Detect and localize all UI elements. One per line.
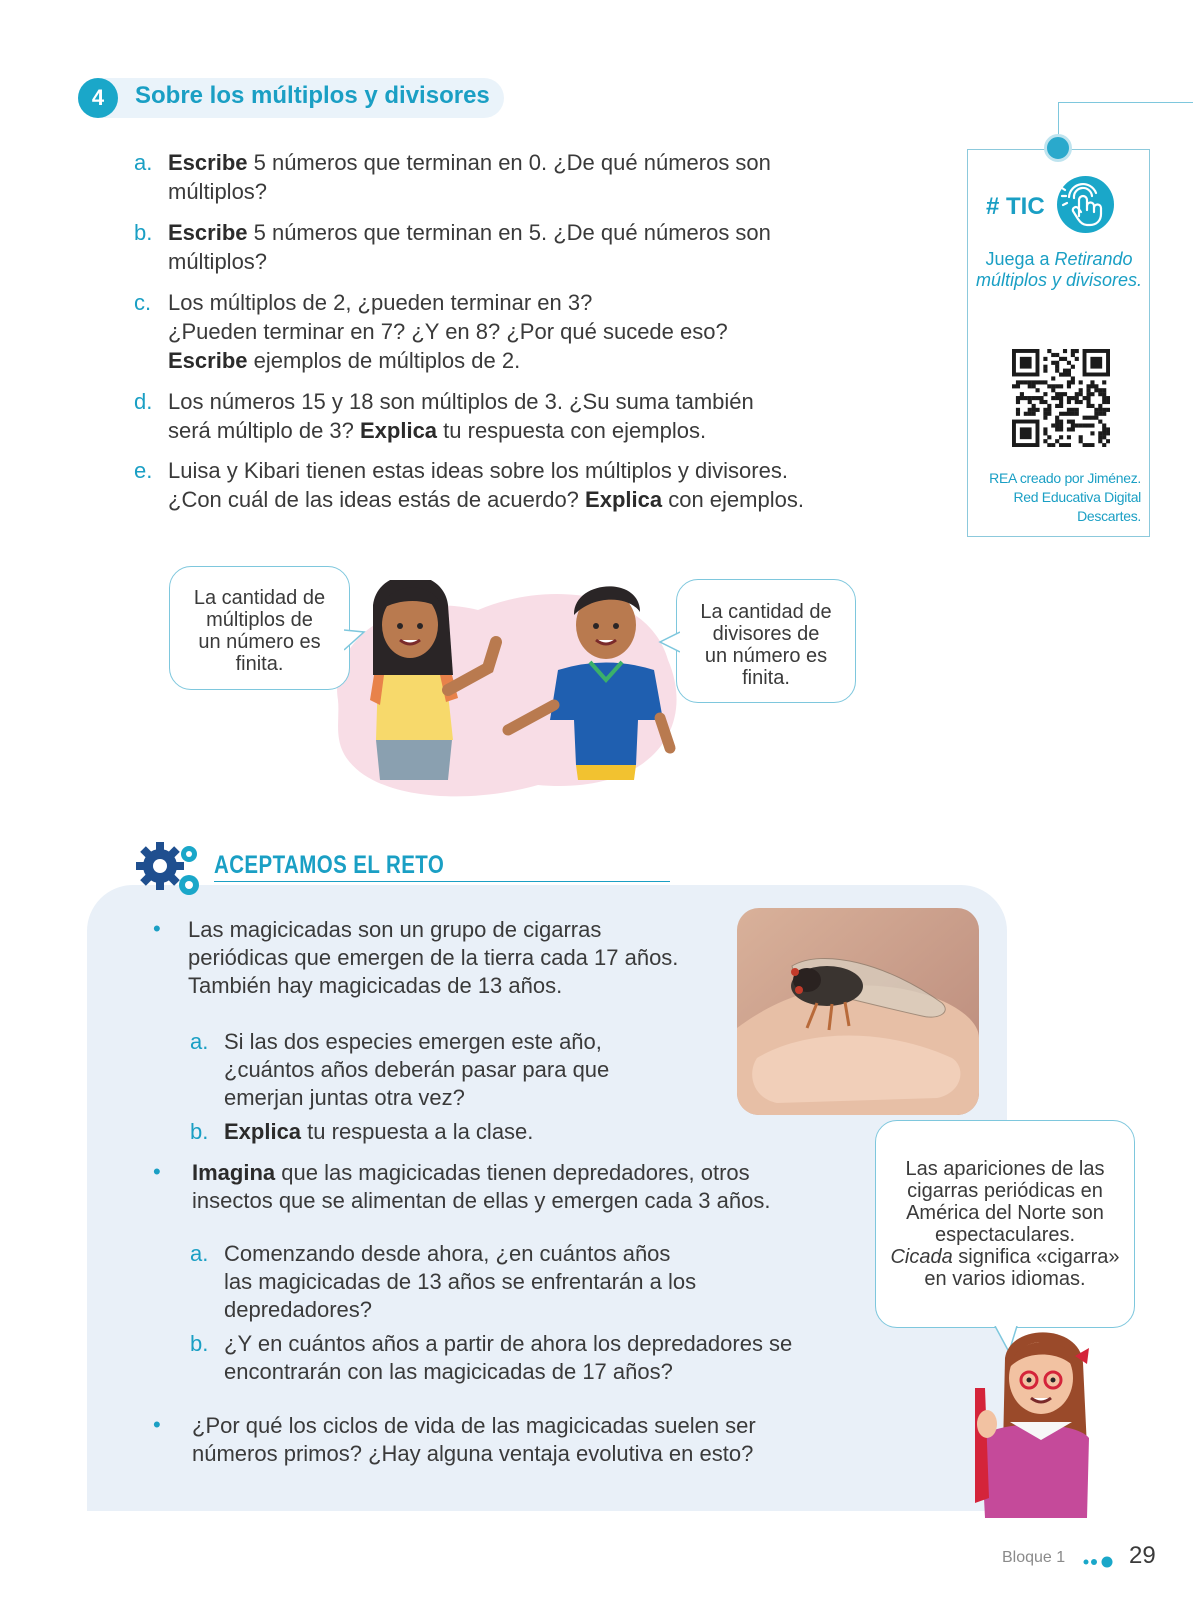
note-bubble: Las apariciones de las cigarras periódicas en América del Norte son espectaculares. Cicada significa «cigarra» en varios idiomas.	[875, 1120, 1135, 1328]
challenge-title: ACEPTAMOS EL RETO	[214, 851, 445, 879]
challenge-item-2a: a. Comenzando desde ahora, ¿en cuántos años las magicicadas de 13 años se enfrentarán a los depredadores?	[190, 1241, 697, 1322]
challenge-item-3: ¿Por qué los ciclos de vida de las magicicadas suelen ser números primos? ¿Hay alguna ventaja evolutiva en esto?	[192, 1413, 756, 1466]
gears-icon	[134, 838, 208, 907]
challenge-item-1a: a. Si las dos especies emergen este año, ¿cuántos años deberán pasar para que emerjan juntas otra vez?	[190, 1029, 610, 1110]
question-letter: b.	[134, 220, 153, 245]
tic-label: # TIC	[986, 193, 1045, 220]
challenge-item-2b: b. ¿Y en cuántos años a partir de ahora los depredadores se encontrarán con las magicicadas de 17 años?	[190, 1331, 793, 1384]
question-a: a. Escribe 5 números que terminan en 0. ¿De qué números son múltiplos?	[134, 150, 771, 204]
challenge-item-2: Imagina que las magicicadas tienen depredadores, otros insectos que se alimentan de ellas y emergen cada 3 años.	[192, 1160, 771, 1213]
section-title: Sobre los múltiplos y divisores	[135, 82, 490, 109]
tic-connector-line	[1058, 102, 1193, 103]
page-number: 29	[1129, 1542, 1156, 1569]
bullet: •	[153, 1159, 161, 1184]
qr-code[interactable]	[1012, 349, 1110, 447]
question-e: e. Luisa y Kibari tienen estas ideas sobre los múltiplos y divisores. ¿Con cuál de las ideas estás de acuerdo? Explica con ejemplos.	[134, 458, 804, 512]
question-d: d. Los números 15 y 18 son múltiplos de 3. ¿Su suma también será múltiplo de 3? Explica tu respuesta con ejemplos.	[134, 389, 754, 443]
tic-description: Juega a Retirando múltiplos y divisores.	[975, 249, 1143, 290]
bubble-tail	[658, 630, 680, 656]
kids-illustration	[318, 580, 698, 800]
bubble-tail	[344, 628, 366, 654]
tic-credit: REA creado por Jiménez. Red Educativa Digital Descartes.	[989, 470, 1141, 524]
question-letter: d.	[134, 389, 153, 414]
question-letter: c.	[134, 290, 152, 315]
question-letter: e.	[134, 458, 153, 483]
touch-icon	[1057, 176, 1114, 233]
tic-connector-line	[1058, 102, 1059, 136]
challenge-title-underline	[214, 881, 670, 882]
question-b: b. Escribe 5 números que terminan en 5. ¿De qué números son múltiplos?	[134, 220, 771, 274]
bullet: •	[153, 1412, 161, 1437]
tic-connector-dot	[1044, 134, 1072, 162]
bullet: •	[153, 916, 161, 941]
girl-character-illustration	[975, 1328, 1095, 1518]
challenge-item-1b: b. Explica tu respuesta a la clase.	[190, 1119, 534, 1144]
footer-dots-icon	[1083, 1555, 1117, 1573]
section-number: 4	[78, 78, 118, 118]
question-c: c. Los múltiplos de 2, ¿pueden terminar en 3? ¿Pueden terminar en 7? ¿Y en 8? ¿Por qué sucede eso? Escribe ejemplos de múltiplos de 2.	[134, 290, 728, 373]
cicada-photo	[737, 908, 979, 1115]
challenge-item-1: Las magicicadas son un grupo de cigarras periódicas que emergen de la tierra cada 17 años. También hay magicicadas de 13 años.	[188, 917, 679, 998]
question-letter: a.	[134, 150, 153, 175]
speech-bubble-girl: La cantidad de múltiplos de un número es finita.	[169, 566, 350, 690]
speech-bubble-boy: La cantidad de divisores de un número es finita.	[676, 579, 856, 703]
footer-block-label: Bloque 1	[1002, 1549, 1066, 1566]
